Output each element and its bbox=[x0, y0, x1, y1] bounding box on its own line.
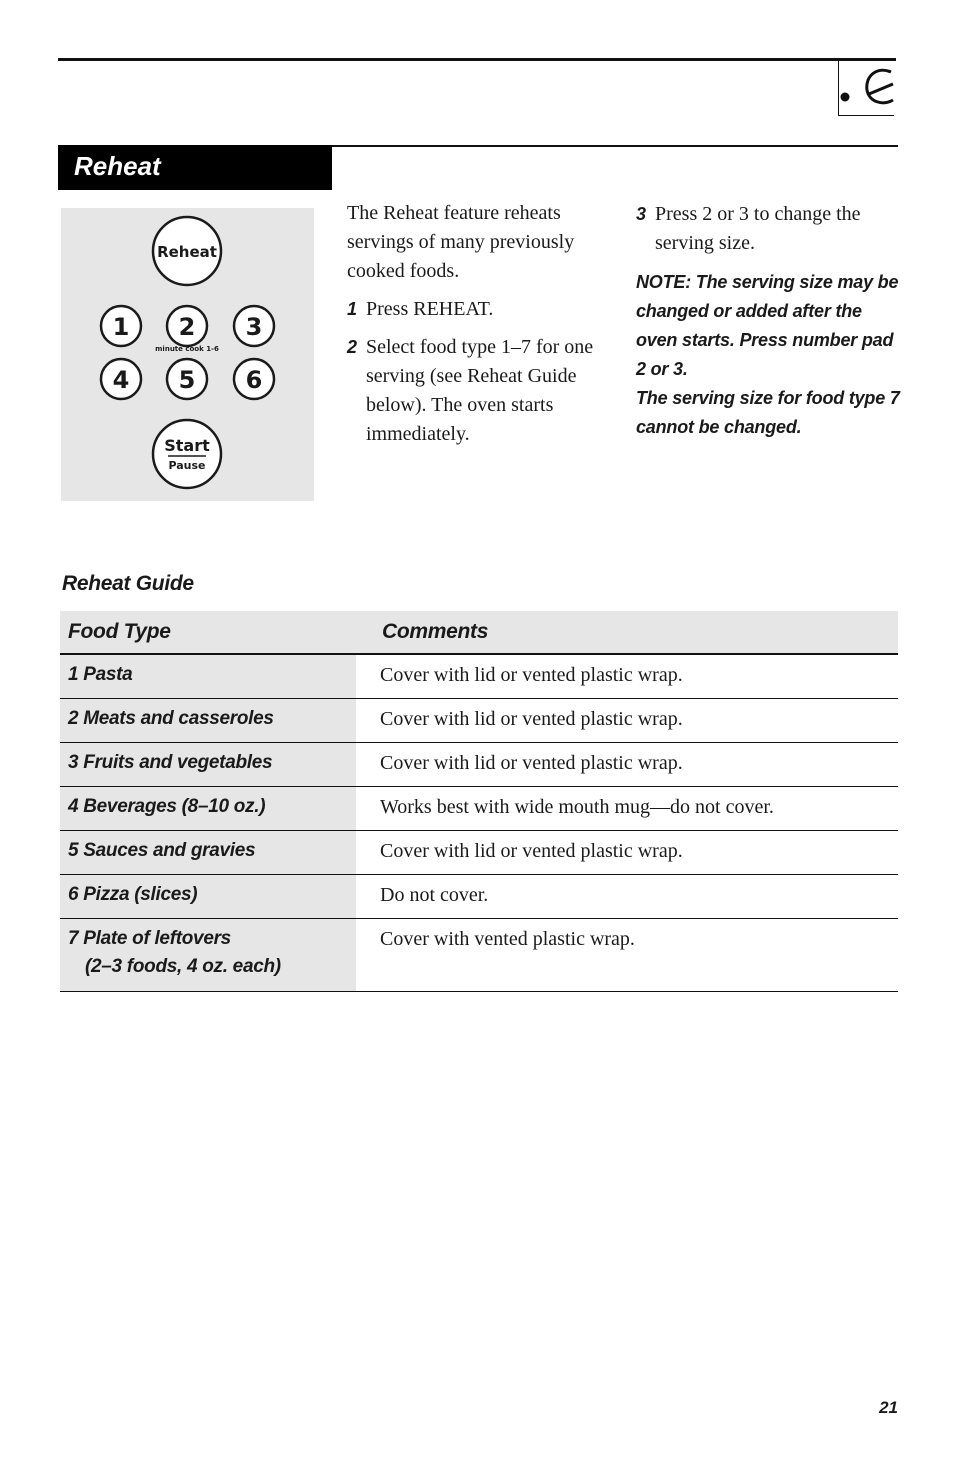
intro-text: The Reheat feature reheats servings of many previously cooked foods. bbox=[347, 202, 575, 282]
section-title: Reheat bbox=[58, 145, 332, 190]
food-type-cell bbox=[60, 743, 356, 787]
logo-box bbox=[838, 60, 894, 116]
table-row bbox=[60, 875, 898, 919]
table-row bbox=[60, 919, 898, 992]
minute-cook-caption: minute cook 1-6 bbox=[155, 345, 219, 353]
food-type-cell bbox=[60, 654, 356, 699]
guide-title: Reheat Guide bbox=[62, 572, 194, 595]
step-2 bbox=[347, 333, 617, 449]
food-type: 4 Beverages (8–10 oz.) bbox=[68, 796, 266, 817]
number-key-4-label: 4 bbox=[112, 366, 130, 394]
number-key-4 bbox=[101, 359, 141, 399]
number-key-2-label: 2 bbox=[178, 313, 196, 341]
number-key-1 bbox=[101, 306, 141, 346]
comment-cell: Do not cover. bbox=[356, 875, 898, 919]
step-text: Press REHEAT. bbox=[366, 298, 494, 320]
table-row bbox=[60, 699, 898, 743]
table-row bbox=[60, 831, 898, 875]
table-header-row bbox=[60, 611, 898, 654]
reheat-key bbox=[153, 217, 221, 285]
brand-logo-icon bbox=[839, 60, 895, 116]
table-row bbox=[60, 654, 898, 699]
food-type-cell bbox=[60, 787, 356, 831]
note-line-2: The serving size for food type 7 cannot be changed. bbox=[636, 388, 900, 437]
column-header-food-type: Food Type bbox=[60, 611, 356, 654]
food-type: 3 Fruits and vegetables bbox=[68, 752, 273, 773]
number-key-1-label: 1 bbox=[112, 313, 130, 341]
step-number: 3 bbox=[636, 204, 647, 224]
food-type: 1 Pasta bbox=[68, 664, 133, 685]
table-row bbox=[60, 787, 898, 831]
notes-column bbox=[636, 200, 901, 442]
comment-cell: Cover with lid or vented plastic wrap. bbox=[356, 654, 898, 699]
number-key-3-label: 3 bbox=[245, 313, 263, 341]
step-text: Select food type 1–7 for one serving (see Reheat Guide below). The oven starts immediately. bbox=[366, 336, 594, 445]
food-type: 5 Sauces and gravies bbox=[68, 840, 256, 861]
note-line-1: NOTE: The serving size may be changed or added after the oven starts. Press number pad 2 or 3. bbox=[636, 272, 899, 379]
food-type-cell bbox=[60, 831, 356, 875]
food-type-cell bbox=[60, 699, 356, 743]
section-rule bbox=[332, 145, 898, 147]
comment-cell: Works best with wide mouth mug—do not cover. bbox=[356, 787, 898, 831]
column-header-comments: Comments bbox=[356, 611, 898, 654]
food-type: 6 Pizza (slices) bbox=[68, 884, 198, 905]
note bbox=[636, 268, 901, 442]
pause-key-label: Pause bbox=[168, 459, 206, 472]
table-row bbox=[60, 743, 898, 787]
step-1 bbox=[347, 295, 617, 324]
comment-cell: Cover with vented plastic wrap. bbox=[356, 919, 898, 992]
comment-cell: Cover with lid or vented plastic wrap. bbox=[356, 743, 898, 787]
keypad-illustration bbox=[61, 208, 314, 501]
food-type: 7 Plate of leftovers bbox=[68, 928, 231, 949]
reheat-guide-table bbox=[60, 611, 898, 992]
number-key-5-label: 5 bbox=[178, 366, 196, 394]
number-key-2 bbox=[167, 306, 207, 346]
step-number: 1 bbox=[347, 299, 358, 319]
food-type-cell bbox=[60, 919, 356, 992]
number-key-6 bbox=[234, 359, 274, 399]
food-type-detail: (2–3 foods, 4 oz. each) bbox=[85, 956, 281, 977]
food-type: 2 Meats and casseroles bbox=[68, 708, 274, 729]
reheat-key-label: Reheat bbox=[157, 243, 217, 261]
start-key-label: Start bbox=[164, 436, 210, 455]
top-rule bbox=[58, 58, 896, 61]
step-number: 2 bbox=[347, 337, 358, 357]
start-pause-key bbox=[153, 420, 221, 488]
page-number: 21 bbox=[879, 1398, 898, 1417]
step-3 bbox=[636, 200, 901, 258]
instructions-column bbox=[347, 199, 617, 449]
number-key-6-label: 6 bbox=[245, 366, 263, 394]
food-type-cell bbox=[60, 875, 356, 919]
number-key-3 bbox=[234, 306, 274, 346]
number-key-5 bbox=[167, 359, 207, 399]
comment-cell: Cover with lid or vented plastic wrap. bbox=[356, 699, 898, 743]
step-text: Press 2 or 3 to change the serving size. bbox=[655, 203, 861, 254]
comment-cell: Cover with lid or vented plastic wrap. bbox=[356, 831, 898, 875]
